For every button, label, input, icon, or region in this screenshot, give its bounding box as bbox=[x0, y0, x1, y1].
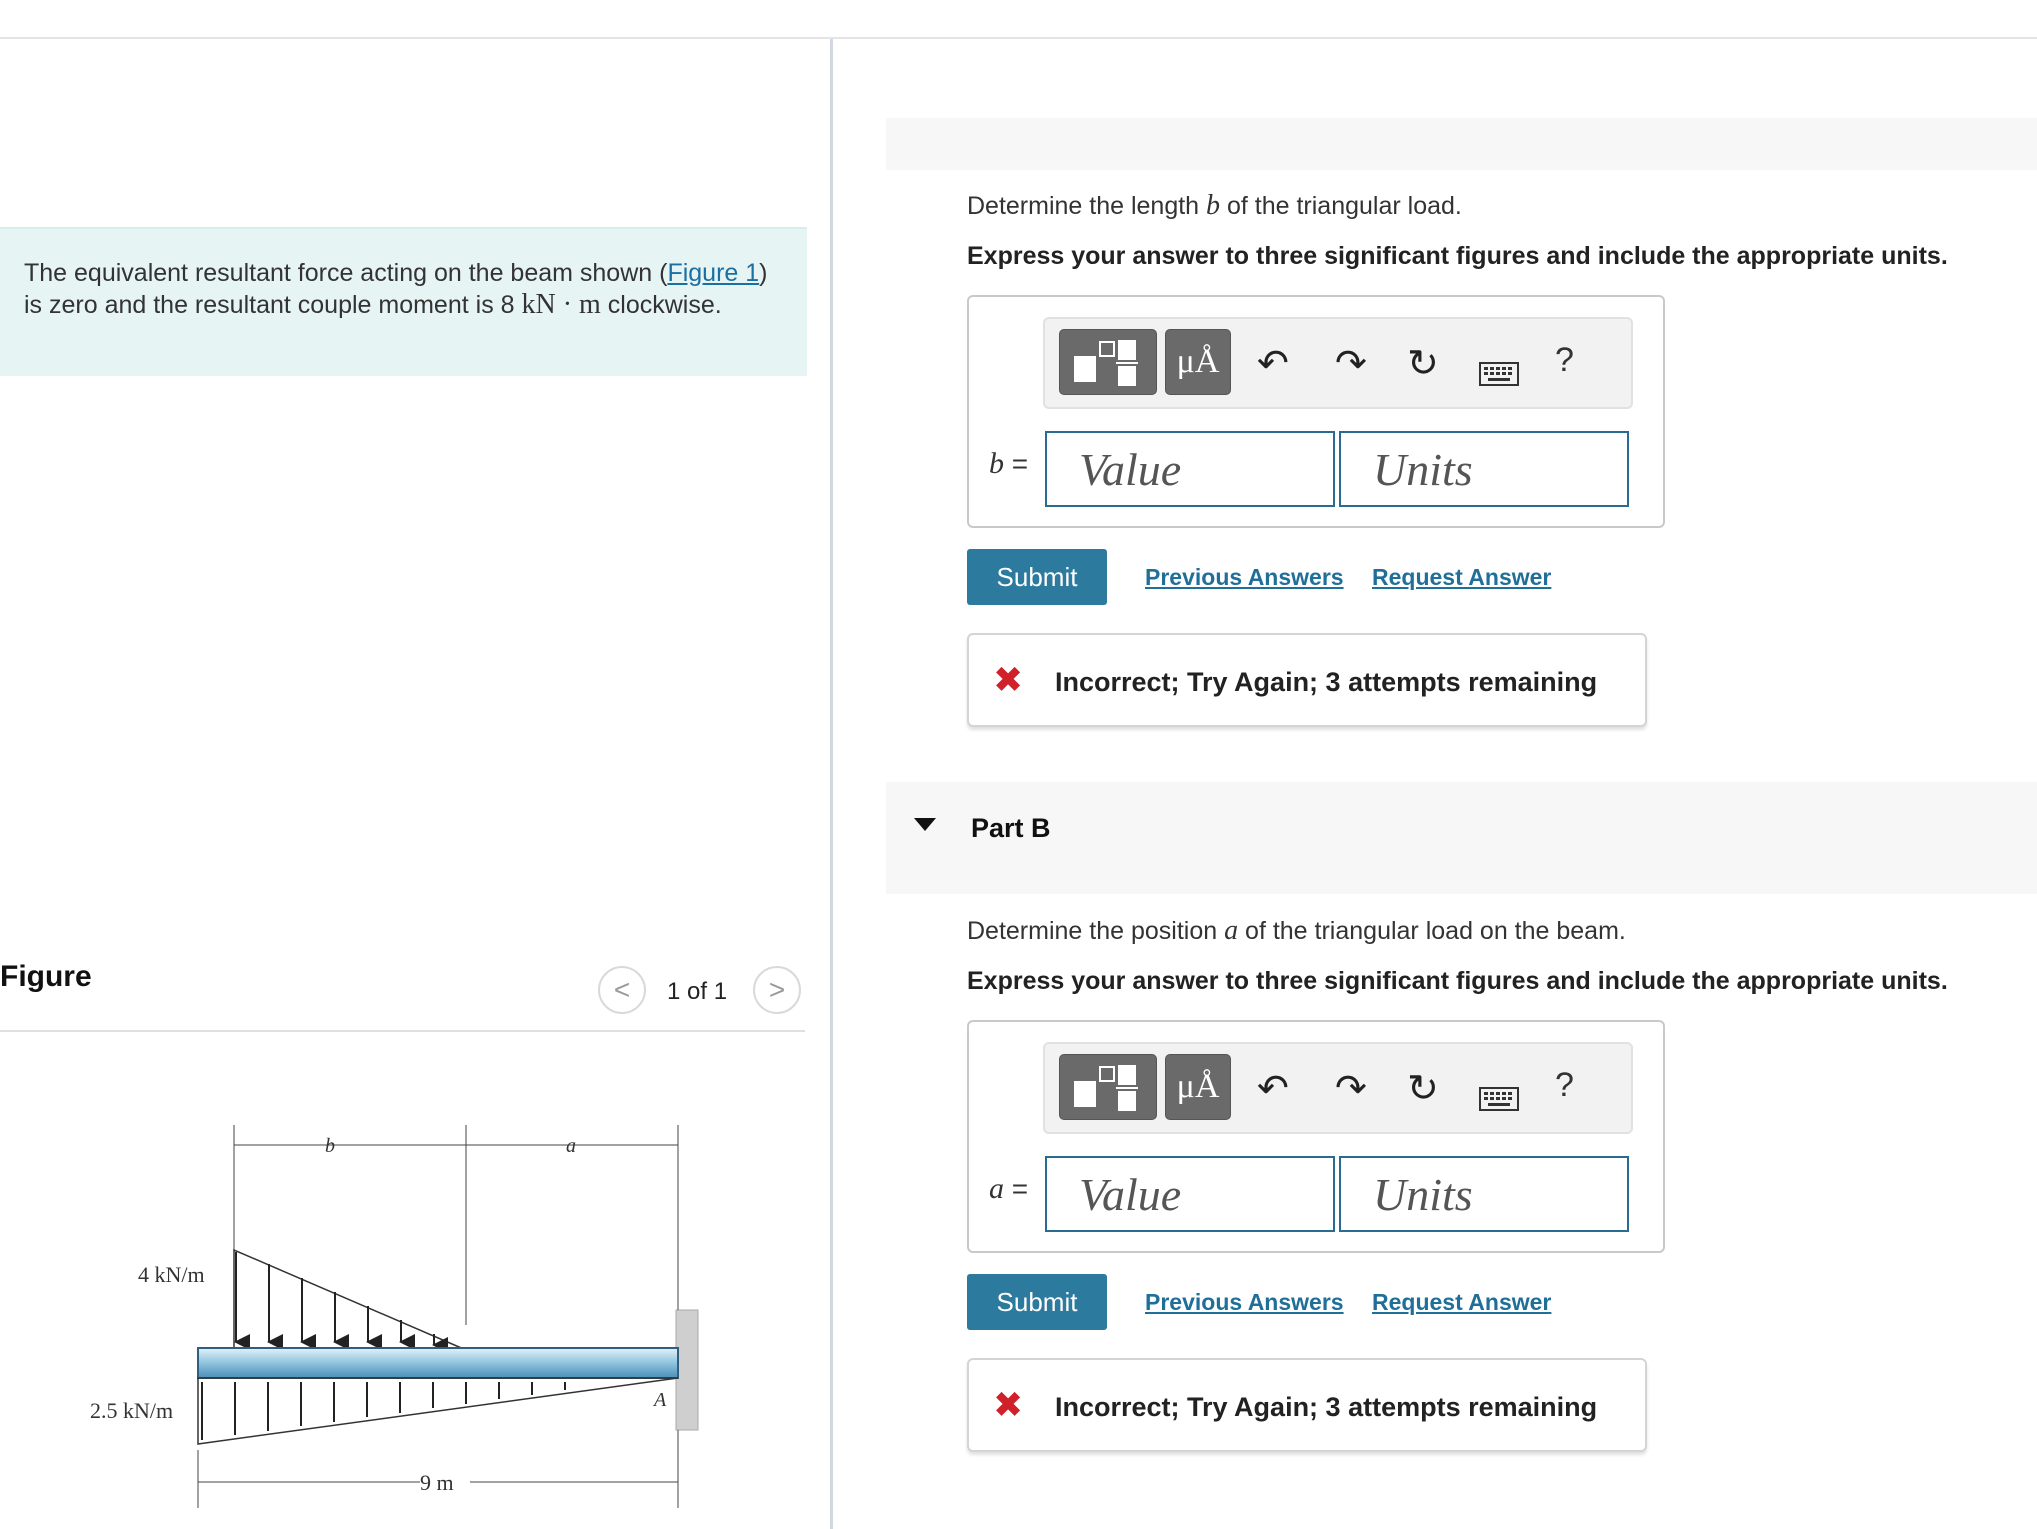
fraction-template-icon bbox=[1060, 1055, 1158, 1121]
wall-support bbox=[676, 1310, 698, 1430]
variable-symbol: b bbox=[989, 447, 1004, 480]
caret-down-icon[interactable] bbox=[914, 818, 936, 831]
feedback-message bbox=[967, 633, 1647, 727]
feedback-text: Incorrect; Try Again; 3 attempts remaining bbox=[1055, 1392, 1598, 1422]
undo-icon[interactable]: ↶ bbox=[1257, 343, 1289, 385]
dim-b-label: b bbox=[325, 1135, 335, 1157]
question-text: Determine the length bbox=[967, 192, 1207, 220]
figure-title: Figure bbox=[0, 960, 92, 993]
feedback-message bbox=[967, 1358, 1647, 1452]
feedback-text: Incorrect; Try Again; 3 attempts remaining bbox=[1055, 667, 1598, 697]
keyboard-icon[interactable] bbox=[1479, 1078, 1519, 1121]
units-input[interactable]: Units bbox=[1339, 1156, 1629, 1232]
value-input[interactable]: Value bbox=[1045, 1156, 1335, 1232]
question-variable: b bbox=[1206, 190, 1221, 221]
span-label: 9 m bbox=[420, 1470, 454, 1495]
dim-a-label: a bbox=[566, 1135, 576, 1157]
submit-button[interactable]: Submit bbox=[967, 549, 1107, 605]
submit-button[interactable]: Submit bbox=[967, 1274, 1107, 1330]
part-b-header[interactable] bbox=[886, 782, 2037, 894]
part-a-answer-box bbox=[967, 295, 1665, 528]
units-button[interactable]: μÅ bbox=[1165, 329, 1231, 395]
figure-counter: 1 of 1 bbox=[667, 978, 728, 1005]
error-icon: ✖ bbox=[993, 1384, 1024, 1425]
redo-icon[interactable]: ↷ bbox=[1335, 343, 1367, 385]
template-button[interactable] bbox=[1059, 329, 1157, 395]
top-rule bbox=[0, 37, 2037, 39]
error-icon: ✖ bbox=[993, 659, 1024, 700]
support-label: A bbox=[654, 1389, 667, 1411]
undo-icon[interactable]: ↶ bbox=[1257, 1068, 1289, 1110]
previous-answers-link[interactable]: Previous Answers bbox=[1145, 1289, 1344, 1315]
part-a-header bbox=[886, 118, 2037, 170]
part-a-instruction: Express your answer to three significant figures and include the appropriate units. bbox=[967, 242, 1948, 270]
units-button[interactable]: μÅ bbox=[1165, 1054, 1231, 1120]
help-icon[interactable]: ? bbox=[1555, 1066, 1574, 1104]
request-answer-link[interactable]: Request Answer bbox=[1372, 564, 1552, 590]
equals-sign: = bbox=[1004, 448, 1029, 479]
panel-divider[interactable] bbox=[830, 39, 833, 1529]
problem-text: The equivalent resultant force acting on the beam shown ( bbox=[24, 259, 668, 287]
problem-text-3: clockwise. bbox=[600, 291, 722, 319]
figure-rule bbox=[0, 1030, 805, 1032]
beam-figure bbox=[60, 1100, 740, 1520]
part-b-instruction: Express your answer to three significant figures and include the appropriate units. bbox=[967, 967, 1948, 995]
units-input[interactable]: Units bbox=[1339, 431, 1629, 507]
part-a-question bbox=[967, 190, 1462, 222]
figure-link[interactable]: Figure 1 bbox=[667, 259, 760, 287]
chevron-right-icon: > bbox=[768, 974, 786, 1005]
load-top-label: 4 kN/m bbox=[138, 1262, 205, 1287]
template-button[interactable] bbox=[1059, 1054, 1157, 1120]
question-text-end: of the triangular load. bbox=[1220, 192, 1462, 220]
variable-label bbox=[989, 1172, 1028, 1206]
figure-next-button[interactable] bbox=[753, 966, 801, 1014]
question-text-end: of the triangular load on the beam. bbox=[1238, 917, 1626, 945]
previous-answers-link[interactable]: Previous Answers bbox=[1145, 564, 1344, 590]
help-icon[interactable]: ? bbox=[1555, 341, 1574, 379]
load-bottom-label: 2.5 kN/m bbox=[90, 1398, 174, 1423]
question-text: Determine the position bbox=[967, 917, 1225, 945]
reset-icon[interactable]: ↻ bbox=[1407, 1068, 1439, 1110]
beam bbox=[198, 1348, 678, 1378]
keyboard-icon[interactable] bbox=[1479, 353, 1519, 396]
part-b-question bbox=[967, 915, 1626, 947]
problem-text-2: ) is zero and the resultant couple moment is 8 bbox=[24, 259, 768, 319]
part-b-title: Part B bbox=[971, 813, 1051, 843]
equals-sign: = bbox=[1004, 1173, 1029, 1204]
reset-icon[interactable]: ↻ bbox=[1407, 343, 1439, 385]
problem-statement bbox=[0, 227, 807, 376]
figure-prev-button[interactable] bbox=[598, 966, 646, 1014]
variable-symbol: a bbox=[989, 1172, 1004, 1205]
request-answer-link[interactable]: Request Answer bbox=[1372, 1289, 1552, 1315]
variable-label bbox=[989, 447, 1028, 481]
chevron-left-icon: < bbox=[613, 974, 631, 1005]
value-input[interactable]: Value bbox=[1045, 431, 1335, 507]
redo-icon[interactable]: ↷ bbox=[1335, 1068, 1367, 1110]
part-b-answer-box bbox=[967, 1020, 1665, 1253]
moment-unit: kN · m bbox=[521, 289, 601, 320]
question-variable: a bbox=[1224, 915, 1239, 946]
math-toolbar bbox=[1043, 1042, 1633, 1134]
math-toolbar bbox=[1043, 317, 1633, 409]
fraction-template-icon bbox=[1060, 330, 1158, 396]
